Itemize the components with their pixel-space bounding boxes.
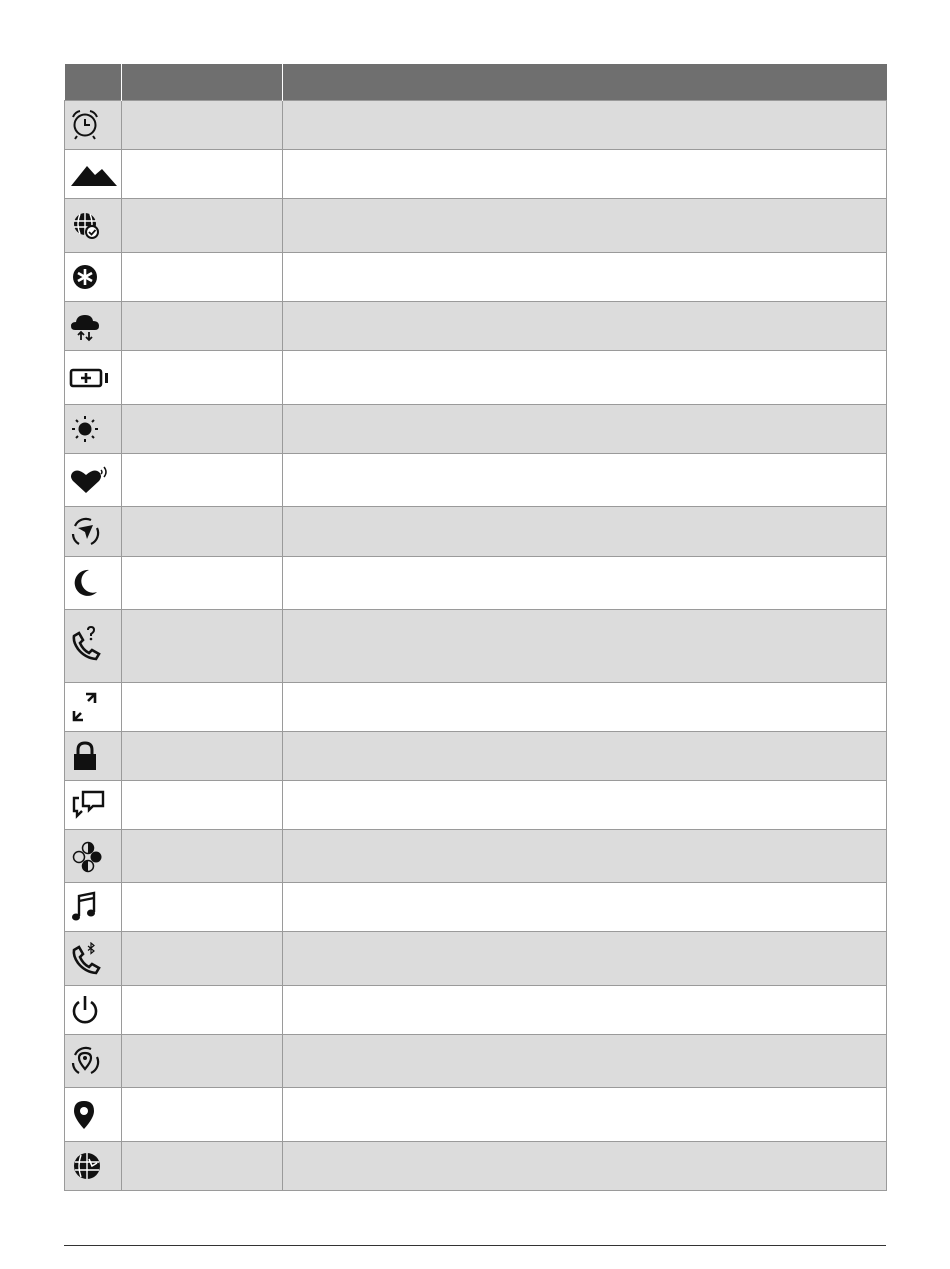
table-row — [65, 932, 887, 986]
table-row — [65, 150, 887, 199]
table-row — [65, 986, 887, 1035]
row-description — [283, 883, 887, 932]
row-name — [122, 610, 283, 683]
row-name — [122, 732, 283, 781]
row-description — [283, 781, 887, 830]
icon-cell — [65, 781, 122, 830]
row-description — [283, 683, 887, 732]
table-row — [65, 883, 887, 932]
table-row — [65, 1142, 887, 1191]
table-row — [65, 101, 887, 150]
row-description — [283, 610, 887, 683]
table-row — [65, 557, 887, 610]
mountain-icon — [69, 157, 119, 191]
row-name — [122, 302, 283, 351]
row-description — [283, 732, 887, 781]
row-name — [122, 507, 283, 557]
table-row — [65, 351, 887, 405]
table-row — [65, 405, 887, 454]
row-name — [122, 781, 283, 830]
icon-cell — [65, 986, 122, 1035]
icon-cell — [65, 932, 122, 986]
footer-divider — [64, 1245, 886, 1246]
row-description — [283, 405, 887, 454]
row-name — [122, 101, 283, 150]
icon-cell — [65, 351, 122, 405]
sun-icon — [69, 412, 109, 446]
icon-cell — [65, 253, 122, 302]
row-description — [283, 454, 887, 507]
table-row — [65, 253, 887, 302]
table-row — [65, 507, 887, 557]
table-row — [65, 1035, 887, 1088]
row-name — [122, 150, 283, 199]
row-name — [122, 454, 283, 507]
row-name — [122, 1035, 283, 1088]
table-row — [65, 610, 887, 683]
alarm-clock-icon — [69, 108, 109, 142]
row-description — [283, 830, 887, 883]
row-description — [283, 150, 887, 199]
expand-arrows-icon — [69, 690, 109, 724]
row-description — [283, 507, 887, 557]
icon-cell — [65, 1142, 122, 1191]
icon-cell — [65, 1035, 122, 1088]
table-row — [65, 732, 887, 781]
location-pin-icon — [69, 1098, 109, 1132]
icon-cell — [65, 1088, 122, 1142]
row-name — [122, 1088, 283, 1142]
pulse-dots-icon — [69, 839, 109, 873]
row-description — [283, 253, 887, 302]
header-icon-column — [65, 64, 122, 101]
row-description — [283, 1088, 887, 1142]
icon-cell — [65, 405, 122, 454]
row-description — [283, 557, 887, 610]
icon-cell — [65, 101, 122, 150]
power-icon — [69, 993, 109, 1027]
header-description-column — [283, 64, 887, 101]
cloud-sync-icon — [69, 309, 109, 343]
row-name — [122, 883, 283, 932]
music-note-icon — [69, 890, 109, 924]
row-name — [122, 405, 283, 454]
row-description — [283, 1142, 887, 1191]
location-pin-circle-icon — [69, 1044, 109, 1078]
icon-cell — [65, 557, 122, 610]
heart-signal-icon — [69, 463, 113, 497]
globe-check-icon — [69, 209, 109, 243]
row-description — [283, 986, 887, 1035]
header-name-column — [122, 64, 283, 101]
row-name — [122, 932, 283, 986]
globe-clock-icon — [69, 1149, 109, 1183]
table-row — [65, 683, 887, 732]
row-name — [122, 199, 283, 253]
table-header-row — [65, 64, 887, 101]
row-description — [283, 932, 887, 986]
icon-cell — [65, 199, 122, 253]
table-row — [65, 199, 887, 253]
phone-question-icon — [69, 626, 109, 666]
row-name — [122, 1142, 283, 1191]
row-description — [283, 199, 887, 253]
table-row — [65, 781, 887, 830]
icon-cell — [65, 507, 122, 557]
icon-cell — [65, 883, 122, 932]
battery-plus-icon — [69, 361, 113, 395]
row-name — [122, 253, 283, 302]
icon-cell — [65, 830, 122, 883]
row-name — [122, 557, 283, 610]
navigation-arrow-circle-icon — [69, 515, 109, 549]
table-row — [65, 302, 887, 351]
row-description — [283, 302, 887, 351]
table-row — [65, 1088, 887, 1142]
row-description — [283, 351, 887, 405]
row-description — [283, 1035, 887, 1088]
row-name — [122, 830, 283, 883]
chat-bubbles-icon — [69, 788, 113, 822]
row-name — [122, 683, 283, 732]
phone-bluetooth-icon — [69, 942, 109, 976]
table-row — [65, 830, 887, 883]
table-row — [65, 454, 887, 507]
lock-icon — [69, 739, 109, 773]
row-name — [122, 986, 283, 1035]
icon-cell — [65, 302, 122, 351]
icon-reference-table — [64, 64, 887, 1191]
moon-icon — [69, 566, 109, 600]
row-description — [283, 101, 887, 150]
row-name — [122, 351, 283, 405]
icon-cell — [65, 732, 122, 781]
icon-cell — [65, 454, 122, 507]
icon-cell — [65, 683, 122, 732]
asterisk-circle-icon — [69, 260, 109, 294]
icon-cell — [65, 610, 122, 683]
icon-cell — [65, 150, 122, 199]
